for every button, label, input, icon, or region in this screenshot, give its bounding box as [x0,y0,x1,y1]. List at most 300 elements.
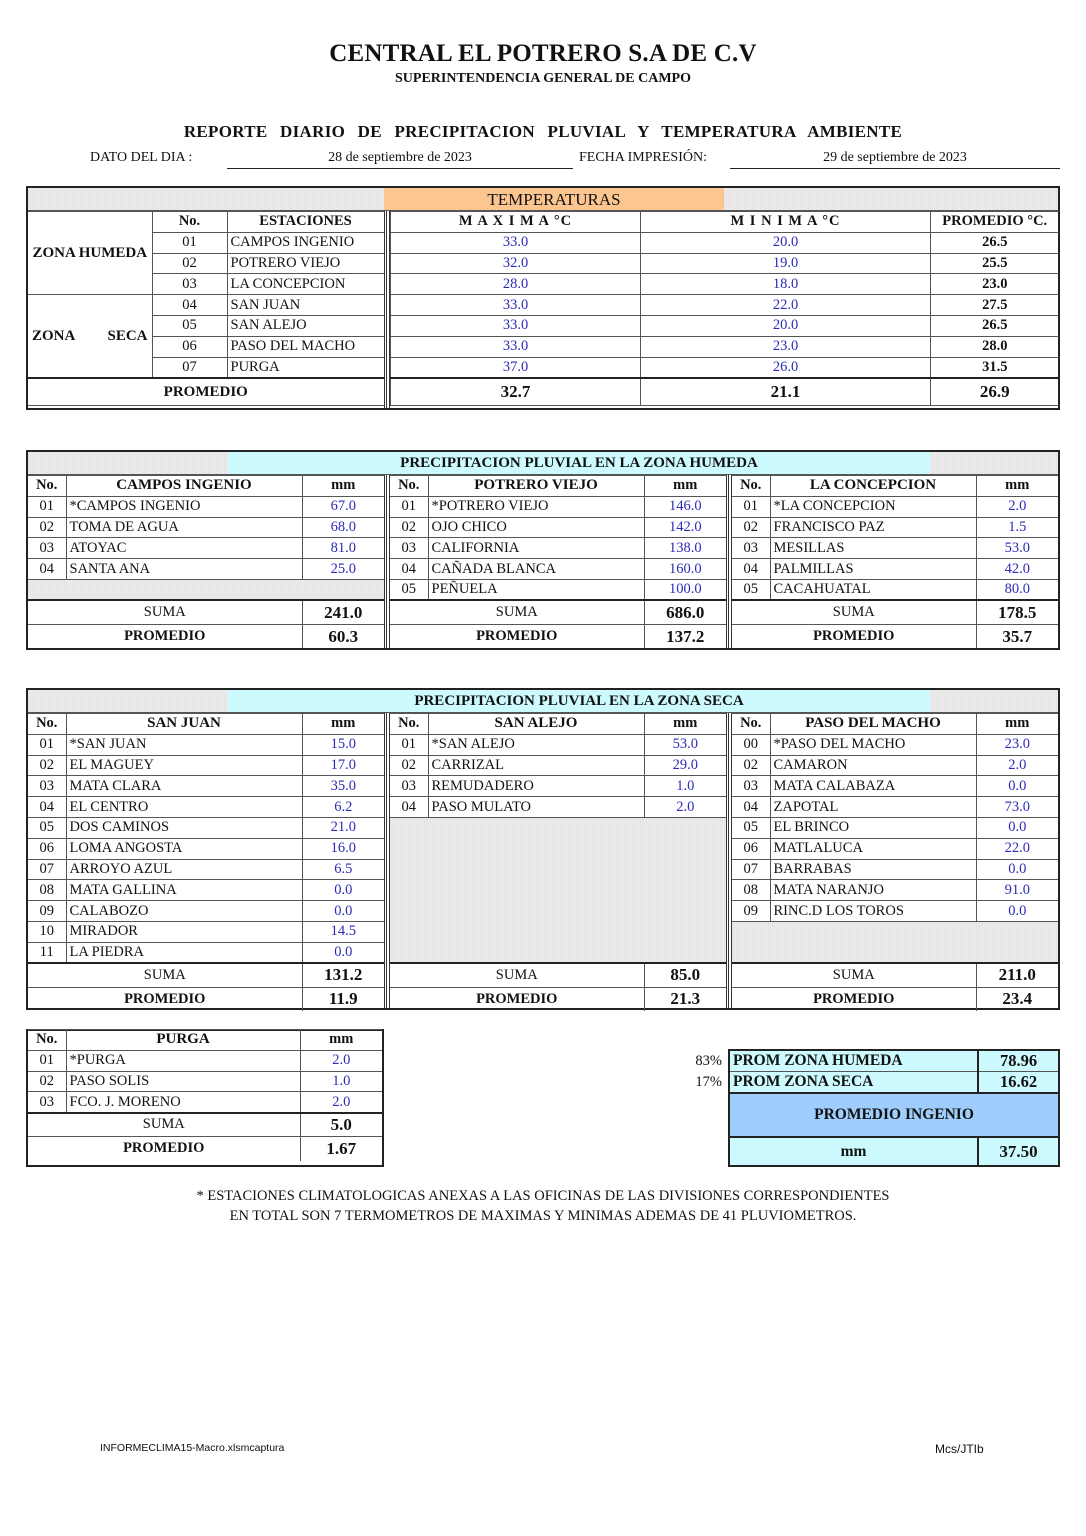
col-no-header: No. [732,476,770,497]
table-row [28,859,384,880]
rainfall-mm: 1.5 [976,517,1058,538]
table-row [391,232,1059,253]
station-group [732,713,1058,1011]
station-name: *POTRERO VIEJO [428,496,644,517]
rainfall-mm: 142.0 [644,517,726,538]
table-row [28,901,384,922]
station-group [390,713,726,1011]
station-no: 03 [390,776,428,797]
table-row [732,734,1058,755]
promedio-value: 35.7 [976,624,1058,648]
station-no: 07 [152,357,227,378]
rainfall-mm: 0.0 [976,901,1058,922]
station-name: CALABOZO [66,901,302,922]
max-temp: 33.0 [391,315,641,336]
max-temp: 32.0 [391,253,641,274]
station-name: MATA CLARA [66,776,302,797]
col-max-header: M A X I M A °C [391,212,641,233]
promedio-ingenio-label: PROMEDIO INGENIO [730,1093,1058,1137]
rainfall-mm: 160.0 [644,559,726,580]
table-row [391,336,1059,357]
station-name: *SAN ALEJO [428,734,644,755]
station-name: SANTA ANA [66,559,302,580]
header-filler [28,452,228,475]
promedio-label: PROMEDIO [28,987,302,1011]
promedio-label: PROMEDIO [28,624,302,648]
table-row [732,538,1058,559]
max-temp: 33.0 [391,295,641,316]
station-no: 06 [152,336,227,357]
humeda-percent: 83% [695,1053,722,1069]
avg-avg-temp: 26.9 [931,378,1059,406]
station-no: 05 [732,817,770,838]
table-row [732,755,1058,776]
col-no-header: No. [390,476,428,497]
station-group [28,475,384,648]
col-no-header: No. [152,212,227,233]
station-name: CAMARON [770,755,976,776]
avg-temp: 26.5 [931,232,1059,253]
station-no: 02 [28,1071,66,1092]
station-no: 01 [28,496,66,517]
table-row [28,496,384,517]
table-row [390,776,726,797]
rainfall-mm: 29.0 [644,755,726,776]
rainfall-mm: 2.0 [300,1092,382,1113]
station-name: FRANCISCO PAZ [770,517,976,538]
suma-label: SUMA [732,600,976,624]
min-temp: 19.0 [641,253,931,274]
ingenio-mm-label: mm [730,1137,978,1165]
station-name: PASO DEL MACHO [227,336,384,357]
station-name: FCO. J. MORENO [66,1092,300,1113]
table-row [390,755,726,776]
suma-label: SUMA [28,600,302,624]
col-no-header: No. [28,476,66,497]
table-row [28,1071,382,1092]
station-name: DOS CAMINOS [66,817,302,838]
avg-temp: 27.5 [931,295,1059,316]
station-group-table [28,713,384,1011]
precip-seca-panel [26,688,1060,1010]
col-min-header: M I N I M A °C [641,212,931,233]
station-name: MATA NARANJO [770,880,976,901]
station-no: 02 [152,253,227,274]
group-divider [384,475,390,648]
station-no: 09 [28,901,66,922]
station-name: MIRADOR [66,921,302,942]
station-no: 01 [28,1050,66,1071]
table-row [28,734,384,755]
table-row [391,357,1059,378]
rainfall-mm: 21.0 [302,817,384,838]
suma-value: 211.0 [976,963,1058,987]
promedio-label: PROMEDIO [390,987,644,1011]
min-temp: 22.0 [641,295,931,316]
group-name-header: SAN ALEJO [428,714,644,735]
station-name: ARROYO AZUL [66,859,302,880]
rainfall-mm: 6.5 [302,859,384,880]
station-no: 02 [390,517,428,538]
suma-label: SUMA [390,600,644,624]
rainfall-mm: 1.0 [644,776,726,797]
avg-temp: 25.5 [931,253,1059,274]
station-name: TOMA DE AGUA [66,517,302,538]
station-no: 08 [28,880,66,901]
station-no: 03 [732,538,770,559]
print-date-label: FECHA IMPRESIÓN: [579,150,707,165]
table-row [732,517,1058,538]
rainfall-mm: 146.0 [644,496,726,517]
promedio-label: PROMEDIO [732,987,976,1011]
table-row [390,579,726,600]
avg-temp: 31.5 [931,357,1059,378]
table-row [28,776,384,797]
zone-seca-word-2: SECA [107,327,148,344]
suma-value: 241.0 [302,600,384,624]
station-no: 07 [732,859,770,880]
col-mm-header: mm [976,476,1058,497]
rainfall-mm: 80.0 [976,579,1058,600]
max-temp: 33.0 [391,336,641,357]
suma-label: SUMA [28,963,302,987]
station-group [390,475,726,648]
station-no: 08 [732,880,770,901]
suma-value: 178.5 [976,600,1058,624]
table-row [28,942,384,963]
avg-temp: 23.0 [931,274,1059,295]
station-no: 02 [28,517,66,538]
station-no: 02 [732,517,770,538]
station-name: *PASO DEL MACHO [770,734,976,755]
table-row [390,538,726,559]
station-no: 06 [732,838,770,859]
col-mm-header: mm [300,1030,382,1051]
summary-panel [728,1049,1060,1167]
table-row [732,838,1058,859]
station-no: 03 [152,274,227,295]
station-name: MATLALUCA [770,838,976,859]
station-no: 04 [390,797,428,818]
col-no-header: No. [28,714,66,735]
group-name-header: LA CONCEPCION [770,476,976,497]
table-row [732,776,1058,797]
table-row [28,921,384,942]
prom-zona-humeda-value: 78.96 [978,1051,1058,1072]
station-no: 04 [28,797,66,818]
station-no: 00 [732,734,770,755]
promedio-value: 1.67 [300,1137,382,1161]
rainfall-mm: 0.0 [302,880,384,901]
table-row [732,797,1058,818]
table-row [390,496,726,517]
station-name: MATA CALABAZA [770,776,976,797]
station-name: SAN JUAN [227,295,384,316]
station-name: CAMPOS INGENIO [227,232,384,253]
rainfall-mm: 100.0 [644,579,726,600]
table-row [28,517,384,538]
temperatures-title: TEMPERATURAS [384,188,724,211]
station-name: PASO MULATO [428,797,644,818]
group-name-header: PASO DEL MACHO [770,714,976,735]
rainfall-mm: 0.0 [976,776,1058,797]
prom-zona-seca-label: PROM ZONA SECA [730,1072,978,1094]
max-temp: 28.0 [391,274,641,295]
station-no: 05 [390,579,428,600]
suma-label: SUMA [28,1113,300,1137]
station-name: MESILLAS [770,538,976,559]
promedio-label: PROMEDIO [28,1137,300,1161]
station-group-table [732,475,1058,648]
seca-percent: 17% [695,1074,722,1090]
station-no: 04 [732,797,770,818]
rainfall-mm: 35.0 [302,776,384,797]
footnote-line-1: * ESTACIONES CLIMATOLOGICAS ANEXAS A LAS OFICINAS DE LAS DIVISIONES CORRESPONDIENTES [196,1188,890,1204]
station-name: EL MAGUEY [66,755,302,776]
rainfall-mm: 2.0 [976,496,1058,517]
station-name: CACAHUATAL [770,579,976,600]
station-name: LA PIEDRA [66,942,302,963]
promedio-value: 60.3 [302,624,384,648]
station-no: 11 [28,942,66,963]
date-label: DATO DEL DIA : [90,150,193,165]
suma-label: SUMA [390,963,644,987]
station-group-table [390,475,726,648]
footer-filename: INFORMECLIMA15-Macro.xlsmcaptura [100,1442,285,1454]
station-no: 03 [28,1092,66,1113]
table-row [732,496,1058,517]
station-no: 05 [152,315,227,336]
empty-filler [732,921,1058,963]
rainfall-mm: 81.0 [302,538,384,559]
avg-min-temp: 21.1 [641,378,931,406]
col-station-header: ESTACIONES [227,212,384,233]
col-no-header: No. [390,714,428,735]
avg-temp: 26.5 [931,315,1059,336]
avg-max-temp: 32.7 [391,378,641,406]
temperature-table [26,186,1060,410]
rainfall-mm: 42.0 [976,559,1058,580]
temp-stations-table [28,211,385,406]
footnote [0,1186,1086,1226]
footnote-line-2: EN TOTAL SON 7 TERMOMETROS DE MAXIMAS Y MINIMAS ADEMAS DE 41 PLUVIOMETROS. [229,1208,857,1224]
rainfall-mm: 91.0 [976,880,1058,901]
group-divider [726,713,732,1008]
table-row [28,1050,382,1071]
table-row [732,559,1058,580]
rainfall-mm: 0.0 [976,859,1058,880]
station-group-table [28,1029,382,1161]
temp-header-filler-right [724,188,1058,211]
table-row [28,817,384,838]
col-mm-header: mm [644,476,726,497]
station-no: 03 [28,538,66,559]
rainfall-mm: 23.0 [976,734,1058,755]
station-no: 04 [152,295,227,316]
table-row [28,755,384,776]
avg-temp: 28.0 [931,336,1059,357]
table-row [390,517,726,538]
department-subtitle: SUPERINTENDENCIA GENERAL DE CAMPO [395,71,691,86]
station-no: 04 [28,559,66,580]
station-no: 03 [390,538,428,559]
station-group-table [390,713,726,1011]
empty-filler [28,579,384,600]
station-name: ATOYAC [66,538,302,559]
header-filler-right [930,690,1058,713]
precip-humeda-title: PRECIPITACION PLUVIAL EN LA ZONA HUMEDA [228,452,930,475]
table-row [390,734,726,755]
table-row [28,838,384,859]
rainfall-mm: 6.2 [302,797,384,818]
table-row [28,295,384,316]
suma-value: 686.0 [644,600,726,624]
rainfall-mm: 1.0 [300,1071,382,1092]
min-temp: 18.0 [641,274,931,295]
table-row [390,797,726,818]
promedio-value: 137.2 [644,624,726,648]
station-name: REMUDADERO [428,776,644,797]
station-no: 05 [28,817,66,838]
station-no: 03 [732,776,770,797]
min-temp: 20.0 [641,232,931,253]
group-name-header: CAMPOS INGENIO [66,476,302,497]
temp-avg-label: PROMEDIO [28,378,384,406]
rainfall-mm: 17.0 [302,755,384,776]
table-row [28,538,384,559]
station-name: *CAMPOS INGENIO [66,496,302,517]
station-name: SAN ALEJO [227,315,384,336]
col-mm-header: mm [302,714,384,735]
rainfall-mm: 0.0 [976,817,1058,838]
precip-humeda-panel [26,450,1060,650]
col-mm-header: mm [644,714,726,735]
station-name: RINC.D LOS TOROS [770,901,976,922]
station-group [28,1029,382,1161]
table-row [732,880,1058,901]
station-name: EL CENTRO [66,797,302,818]
date-value: 28 de septiembre de 2023 [227,150,573,169]
station-no: 06 [28,838,66,859]
rainfall-mm: 73.0 [976,797,1058,818]
table-row [28,880,384,901]
col-avg-header: PROMEDIO °C. [931,212,1059,233]
min-temp: 20.0 [641,315,931,336]
rainfall-mm: 2.0 [300,1050,382,1071]
prom-zona-humeda-label: PROM ZONA HUMEDA [730,1051,978,1072]
table-row [28,797,384,818]
group-name-header: POTRERO VIEJO [428,476,644,497]
company-title: CENTRAL EL POTRERO S.A DE C.V [329,40,757,67]
station-no: 09 [732,901,770,922]
col-no-header: No. [28,1030,66,1051]
station-name: CALIFORNIA [428,538,644,559]
rainfall-mm: 53.0 [644,734,726,755]
header-filler-right [930,452,1058,475]
table-row [391,253,1059,274]
station-name: CARRIZAL [428,755,644,776]
zone-seca-label [28,295,152,378]
temp-values-table [390,211,1059,406]
temp-header-filler [28,188,384,211]
group-name-header: PURGA [66,1030,300,1051]
rainfall-mm: 138.0 [644,538,726,559]
station-group [732,475,1058,648]
station-name: EL BRINCO [770,817,976,838]
suma-label: SUMA [732,963,976,987]
station-name: PURGA [227,357,384,378]
station-name: ZAPOTAL [770,797,976,818]
prom-zona-seca-value: 16.62 [978,1072,1058,1094]
station-name: LOMA ANGOSTA [66,838,302,859]
promedio-ingenio-value: 37.50 [978,1137,1058,1165]
rainfall-mm: 15.0 [302,734,384,755]
report-title: REPORTE DIARIO DE PRECIPITACION PLUVIAL Y TEMPERATURA AMBIENTE [183,122,903,141]
min-temp: 23.0 [641,336,931,357]
station-name: PALMILLAS [770,559,976,580]
summary-table [730,1051,1058,1165]
rainfall-mm: 2.0 [644,797,726,818]
station-no: 01 [390,496,428,517]
header-filler [28,690,228,713]
promedio-label: PROMEDIO [390,624,644,648]
table-row [391,315,1059,336]
table-row [732,817,1058,838]
station-group-table [732,713,1058,1011]
rainfall-mm: 67.0 [302,496,384,517]
station-name: MATA GALLINA [66,880,302,901]
rainfall-mm: 0.0 [302,942,384,963]
station-no: 10 [28,921,66,942]
station-name: OJO CHICO [428,517,644,538]
table-row [391,295,1059,316]
station-no: 01 [390,734,428,755]
station-no: 02 [28,755,66,776]
table-row [732,859,1058,880]
zone-humeda-label: ZONA HUMEDA [28,212,152,295]
station-name: *PURGA [66,1050,300,1071]
promedio-value: 23.4 [976,987,1058,1011]
col-no-header: No. [732,714,770,735]
station-no: 04 [732,559,770,580]
precip-seca-title: PRECIPITACION PLUVIAL EN LA ZONA SECA [228,690,930,713]
promedio-label: PROMEDIO [732,624,976,648]
station-no: 02 [732,755,770,776]
station-no: 03 [28,776,66,797]
station-name: POTRERO VIEJO [227,253,384,274]
rainfall-mm: 16.0 [302,838,384,859]
station-name: *SAN JUAN [66,734,302,755]
table-row [391,274,1059,295]
rainfall-mm: 22.0 [976,838,1058,859]
rainfall-mm: 25.0 [302,559,384,580]
min-temp: 26.0 [641,357,931,378]
table-row [732,901,1058,922]
station-no: 01 [28,734,66,755]
rainfall-mm: 53.0 [976,538,1058,559]
station-group-table [28,475,384,648]
promedio-value: 21.3 [644,987,726,1011]
purga-panel [26,1029,384,1167]
promedio-value: 11.9 [302,987,384,1011]
col-mm-header: mm [976,714,1058,735]
footer-initials: Mcs/JTIb [935,1442,984,1456]
station-no: 02 [390,755,428,776]
max-temp: 33.0 [391,232,641,253]
station-name: *LA CONCEPCION [770,496,976,517]
station-no: 05 [732,579,770,600]
zone-seca-word-1: ZONA [32,327,76,344]
